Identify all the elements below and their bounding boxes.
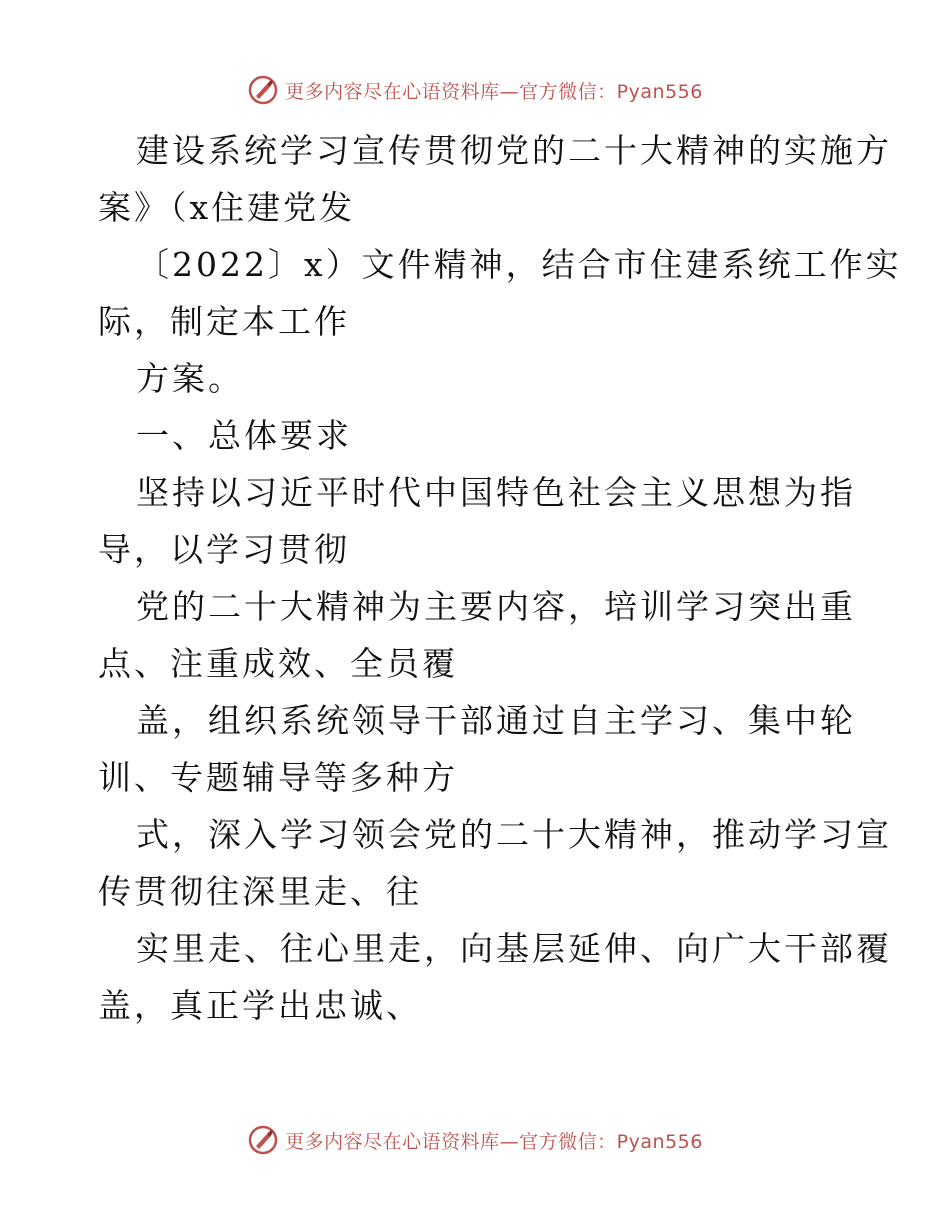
text-line: 传贯彻往深里走、往 (98, 872, 422, 911)
footer-watermark (0, 1120, 950, 1160)
text-line: 一、总体要求 (136, 416, 352, 455)
document-body (98, 122, 902, 1034)
text-line: 点、注重成效、全员覆 (98, 644, 458, 683)
text-line: 式，深入学习领会党的二十大精神，推动学习宣 (136, 815, 892, 854)
watermark-text: 更多内容尽在心语资料库—官方微信：Pyan556 (285, 1130, 703, 1153)
header-watermark (0, 70, 950, 110)
text-line: 坚持以习近平时代中国特色社会主义思想为指 (136, 473, 856, 512)
pen-logo-icon (247, 1124, 279, 1156)
text-line: 建设系统学习宣传贯彻党的二十大精神的实施方 (136, 131, 892, 170)
text-line: 训、专题辅导等多种方 (98, 758, 458, 797)
text-line: 盖，真正学出忠诚、 (98, 986, 422, 1025)
text-line: 导，以学习贯彻 (98, 530, 350, 569)
text-line: 党的二十大精神为主要内容，培训学习突出重 (136, 587, 856, 626)
text-line: 〔2022〕x）文件精神，结合市住建系统工作实 (136, 245, 902, 284)
text-line: 案》（x住建党发 (98, 188, 356, 227)
text-line: 实里走、往心里走，向基层延伸、向广大干部覆 (136, 929, 892, 968)
text-line: 盖，组织系统领导干部通过自主学习、集中轮 (136, 701, 856, 740)
watermark-text: 更多内容尽在心语资料库—官方微信：Pyan556 (285, 80, 703, 103)
text-line: 际，制定本工作 (98, 302, 350, 341)
text-line: 方案。 (136, 359, 244, 398)
pen-logo-icon (247, 74, 279, 106)
